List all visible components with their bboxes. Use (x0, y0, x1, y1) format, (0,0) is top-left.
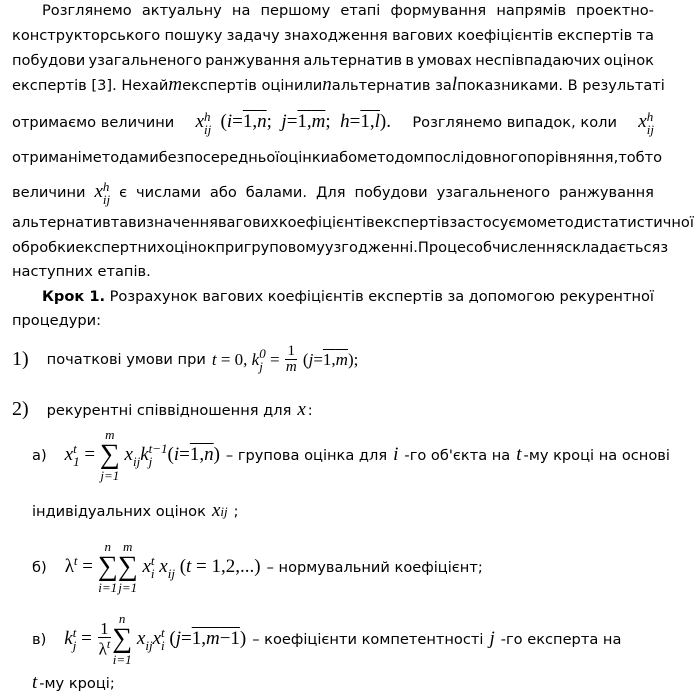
paragraph-line-10: наступних етапів. (12, 263, 151, 280)
word: послідовного (424, 149, 528, 166)
formula-x-ij: xij (211, 500, 228, 521)
step-1-line-1 (12, 288, 654, 305)
word: Для (315, 184, 346, 201)
word: балами. (245, 184, 308, 201)
paragraph-line-5: отримаємо величини x h ij (i=1,n; j=1,m; h=1,l). Розглянемо випадок, коли x h ij (12, 109, 654, 137)
word: з (660, 239, 669, 256)
word: методом (357, 149, 425, 166)
word: побудови (12, 52, 86, 69)
word: обробки (12, 239, 76, 256)
word: актуальну (141, 2, 222, 19)
word: знаходження (283, 27, 388, 44)
word: застосуємо (449, 214, 537, 231)
word: є (119, 184, 128, 201)
formula-normalizing-coefficient: λ t = n ∑ i=1 m ∑ j=1 x t i x ij ( t = 1,2,...) (64, 539, 261, 595)
word: вагових (202, 288, 264, 305)
word: або (209, 184, 237, 201)
word: допомогою (468, 288, 555, 305)
word: обчислення (474, 239, 565, 256)
word: коефіцієнтів (267, 288, 364, 305)
word: безпосередньої (158, 149, 280, 166)
word: та (110, 214, 129, 231)
word: та (636, 27, 654, 44)
word: узагальненого (88, 52, 202, 69)
word: неспівпадаючих (475, 52, 601, 69)
word: Процес (417, 239, 475, 256)
paragraph-line-2 (12, 27, 654, 44)
word: числами (136, 184, 201, 201)
formula-x-ij-h-3: x h ij (94, 179, 111, 207)
paragraph-line-8 (12, 214, 694, 231)
word: конструкторського (12, 27, 161, 44)
word: статистичної (593, 214, 694, 231)
word: при (215, 239, 244, 256)
word: груповому (243, 239, 325, 256)
word: ранжування (205, 52, 301, 69)
word: рекурентної (559, 288, 654, 305)
formula-group-estimate: x t 1 = m ∑ j=1 x ij k t−1 j ( i = 1,n ) (64, 427, 220, 483)
word: ранжування (559, 184, 654, 201)
item-v: в) k t j = $\frac{1}{\lambda^t}$ n ∑ i=1 x ij x t i ( j = 1,m−1 ) – коефіцієнти компетентності j -го експерта на (32, 611, 622, 667)
word: проектно- (576, 2, 654, 19)
word: або (330, 149, 357, 166)
word: методами (81, 149, 159, 166)
word: задачу (226, 27, 280, 44)
word: узагальненого (436, 184, 551, 201)
formula-x-ij-h: x h ij (i=1,n; j=1,m; h=1,l). (195, 109, 391, 137)
formula-initial-conditions: t = 0, k 0 j = $\frac{1}{m}$ ( j = 1,m ); (211, 343, 359, 375)
word: експертів (368, 288, 443, 305)
word: вагових (392, 27, 453, 44)
word: експертів (557, 27, 633, 44)
formula-x-ij-h-2: x h ij (638, 109, 654, 137)
word: першому (260, 2, 331, 19)
item-b: б) λ t = n ∑ i=1 m ∑ j=1 x t i x ij ( t = 1,2,...) – нормувальний коефіцієнт; (32, 539, 483, 595)
word: експертів (374, 214, 450, 231)
paragraph-line-6 (12, 149, 663, 166)
word: оцінки (279, 149, 331, 166)
step-1-title: Крок 1. (42, 288, 106, 305)
word: оцінок (603, 52, 654, 69)
word: складається (564, 239, 661, 256)
word: Розрахунок (109, 288, 198, 305)
word: експертних (75, 239, 166, 256)
paragraph-line-1 (12, 2, 654, 19)
word: визначення (128, 214, 218, 231)
word: умовах (417, 52, 472, 69)
word: в (405, 52, 414, 69)
word: порівняння, (527, 149, 619, 166)
item-2: 2) рекурентні співвідношення для x : (12, 398, 313, 420)
paragraph-line-7: величини x h ij є числами або балами. Для побудови узагальненого ранжування (12, 179, 654, 207)
paragraph-line-3 (12, 52, 654, 69)
word: коефіцієнтів (278, 214, 375, 231)
word: отримані (12, 149, 82, 166)
word: Розглянемо (42, 2, 132, 19)
word: вагових (217, 214, 279, 231)
word: коефіцієнтів (457, 27, 554, 44)
word: тобто (618, 149, 663, 166)
item-1: 1) початкові умови при t = 0, k 0 j = $\frac{1}{m}$ ( j = 1,m ); (12, 343, 359, 375)
word: узгодженні. (324, 239, 418, 256)
item-v-line-2: t -му кроці; (32, 672, 115, 693)
word: на (231, 2, 251, 19)
word: альтернатив (12, 214, 111, 231)
paragraph-line-4: експертів [3]. Нехай m експертів оцінили n альтернатив за l показниками. В результаті (12, 74, 665, 95)
step-1-line-2: процедури: (12, 312, 102, 329)
word: напрямів (496, 2, 567, 19)
word: побудови (354, 184, 428, 201)
item-a: а) x t 1 = m ∑ j=1 x ij k t−1 j ( i = 1,n ) – групова оцінка для i -го об'єкта на t -му кроці на основі (32, 427, 670, 483)
word: за (447, 288, 465, 305)
word: оцінок (165, 239, 216, 256)
paragraph-line-9 (12, 239, 669, 256)
word: пошуку (164, 27, 223, 44)
item-a-line-2: індивідуальних оцінок xij ; (32, 500, 239, 521)
word: формування (390, 2, 487, 19)
formula-competence-coefficient: k t j = $\frac{1}{\lambda^t}$ n ∑ i=1 x ij x t i ( j = 1,m−1 ) (64, 611, 247, 667)
word: альтернатив (303, 52, 403, 69)
word: методи (536, 214, 594, 231)
word: етапі (340, 2, 381, 19)
document-page (12, 0, 694, 698)
